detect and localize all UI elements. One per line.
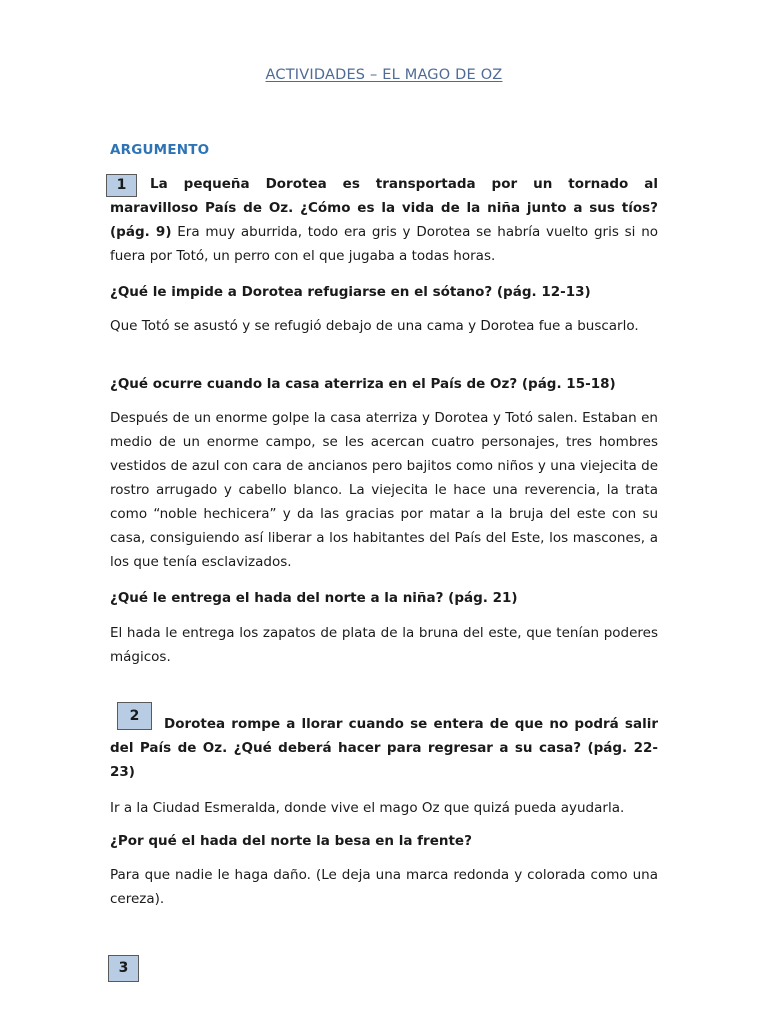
activity-1-question: La pequeña Dorotea es transportada por un tornado al maravilloso País de Oz. ¿Cómo es la vida de la niña junto a sus tíos? (pág. 9) — [110, 176, 658, 240]
activity-2-question: Dorotea rompe a llorar cuando se entera de que no podrá salir del País de Oz. ¿Qué deberá hacer para regresar a su casa? (pág. 22-23) — [110, 716, 658, 780]
activity-1-intro — [110, 172, 658, 268]
activity-number-box: 2 — [117, 702, 152, 730]
activity-number-box: 3 — [108, 955, 139, 982]
activity-2-answer: Ir a la Ciudad Esmeralda, donde vive el mago Oz que quizá pueda ayudarla. — [110, 800, 625, 816]
question: ¿Qué le entrega el hada del norte a la niña? (pág. 21) — [110, 590, 518, 606]
question: ¿Por qué el hada del norte la besa en la frente? — [110, 833, 472, 849]
activity-1-answer: Era muy aburrida, todo era gris y Dorotea se habría vuelto gris si no fuera por Totó, un perro con el que jugaba a todas horas. — [110, 224, 659, 264]
section-heading-argumento: ARGUMENTO — [110, 142, 210, 158]
activity-2-intro — [110, 712, 658, 784]
answer: Para que nadie le haga daño. (Le deja una marca redonda y colorada como una cereza). — [110, 867, 658, 907]
question: ¿Qué le impide a Dorotea refugiarse en el sótano? (pág. 12-13) — [110, 284, 591, 300]
question: ¿Qué ocurre cuando la casa aterriza en el País de Oz? (pág. 15-18) — [110, 376, 616, 392]
activity-number-box: 1 — [106, 174, 137, 197]
answer: Que Totó se asustó y se refugió debajo de una cama y Dorotea fue a buscarlo. — [110, 318, 639, 334]
answer: El hada le entrega los zapatos de plata de la bruna del este, que tenían poderes mágicos. — [110, 625, 658, 665]
answer: Después de un enorme golpe la casa aterriza y Dorotea y Totó salen. Estaban en medio de un enorme campo, se les acercan cuatro personajes, tres hombres vestidos de azul con cara de ancianos pero bajitos como niños y una viejecita de rostro arrugado y cabello blanco. La viejecita le hace una reverencia, la trata como “noble hechicera” y da las gracias por matar a la bruja del este con su casa, consiguiendo así liberar a los habitantes del País del Este, los mascones, a los que tenía esclavizados. — [110, 410, 658, 570]
document-title: ACTIVIDADES – EL MAGO DE OZ — [265, 67, 503, 83]
